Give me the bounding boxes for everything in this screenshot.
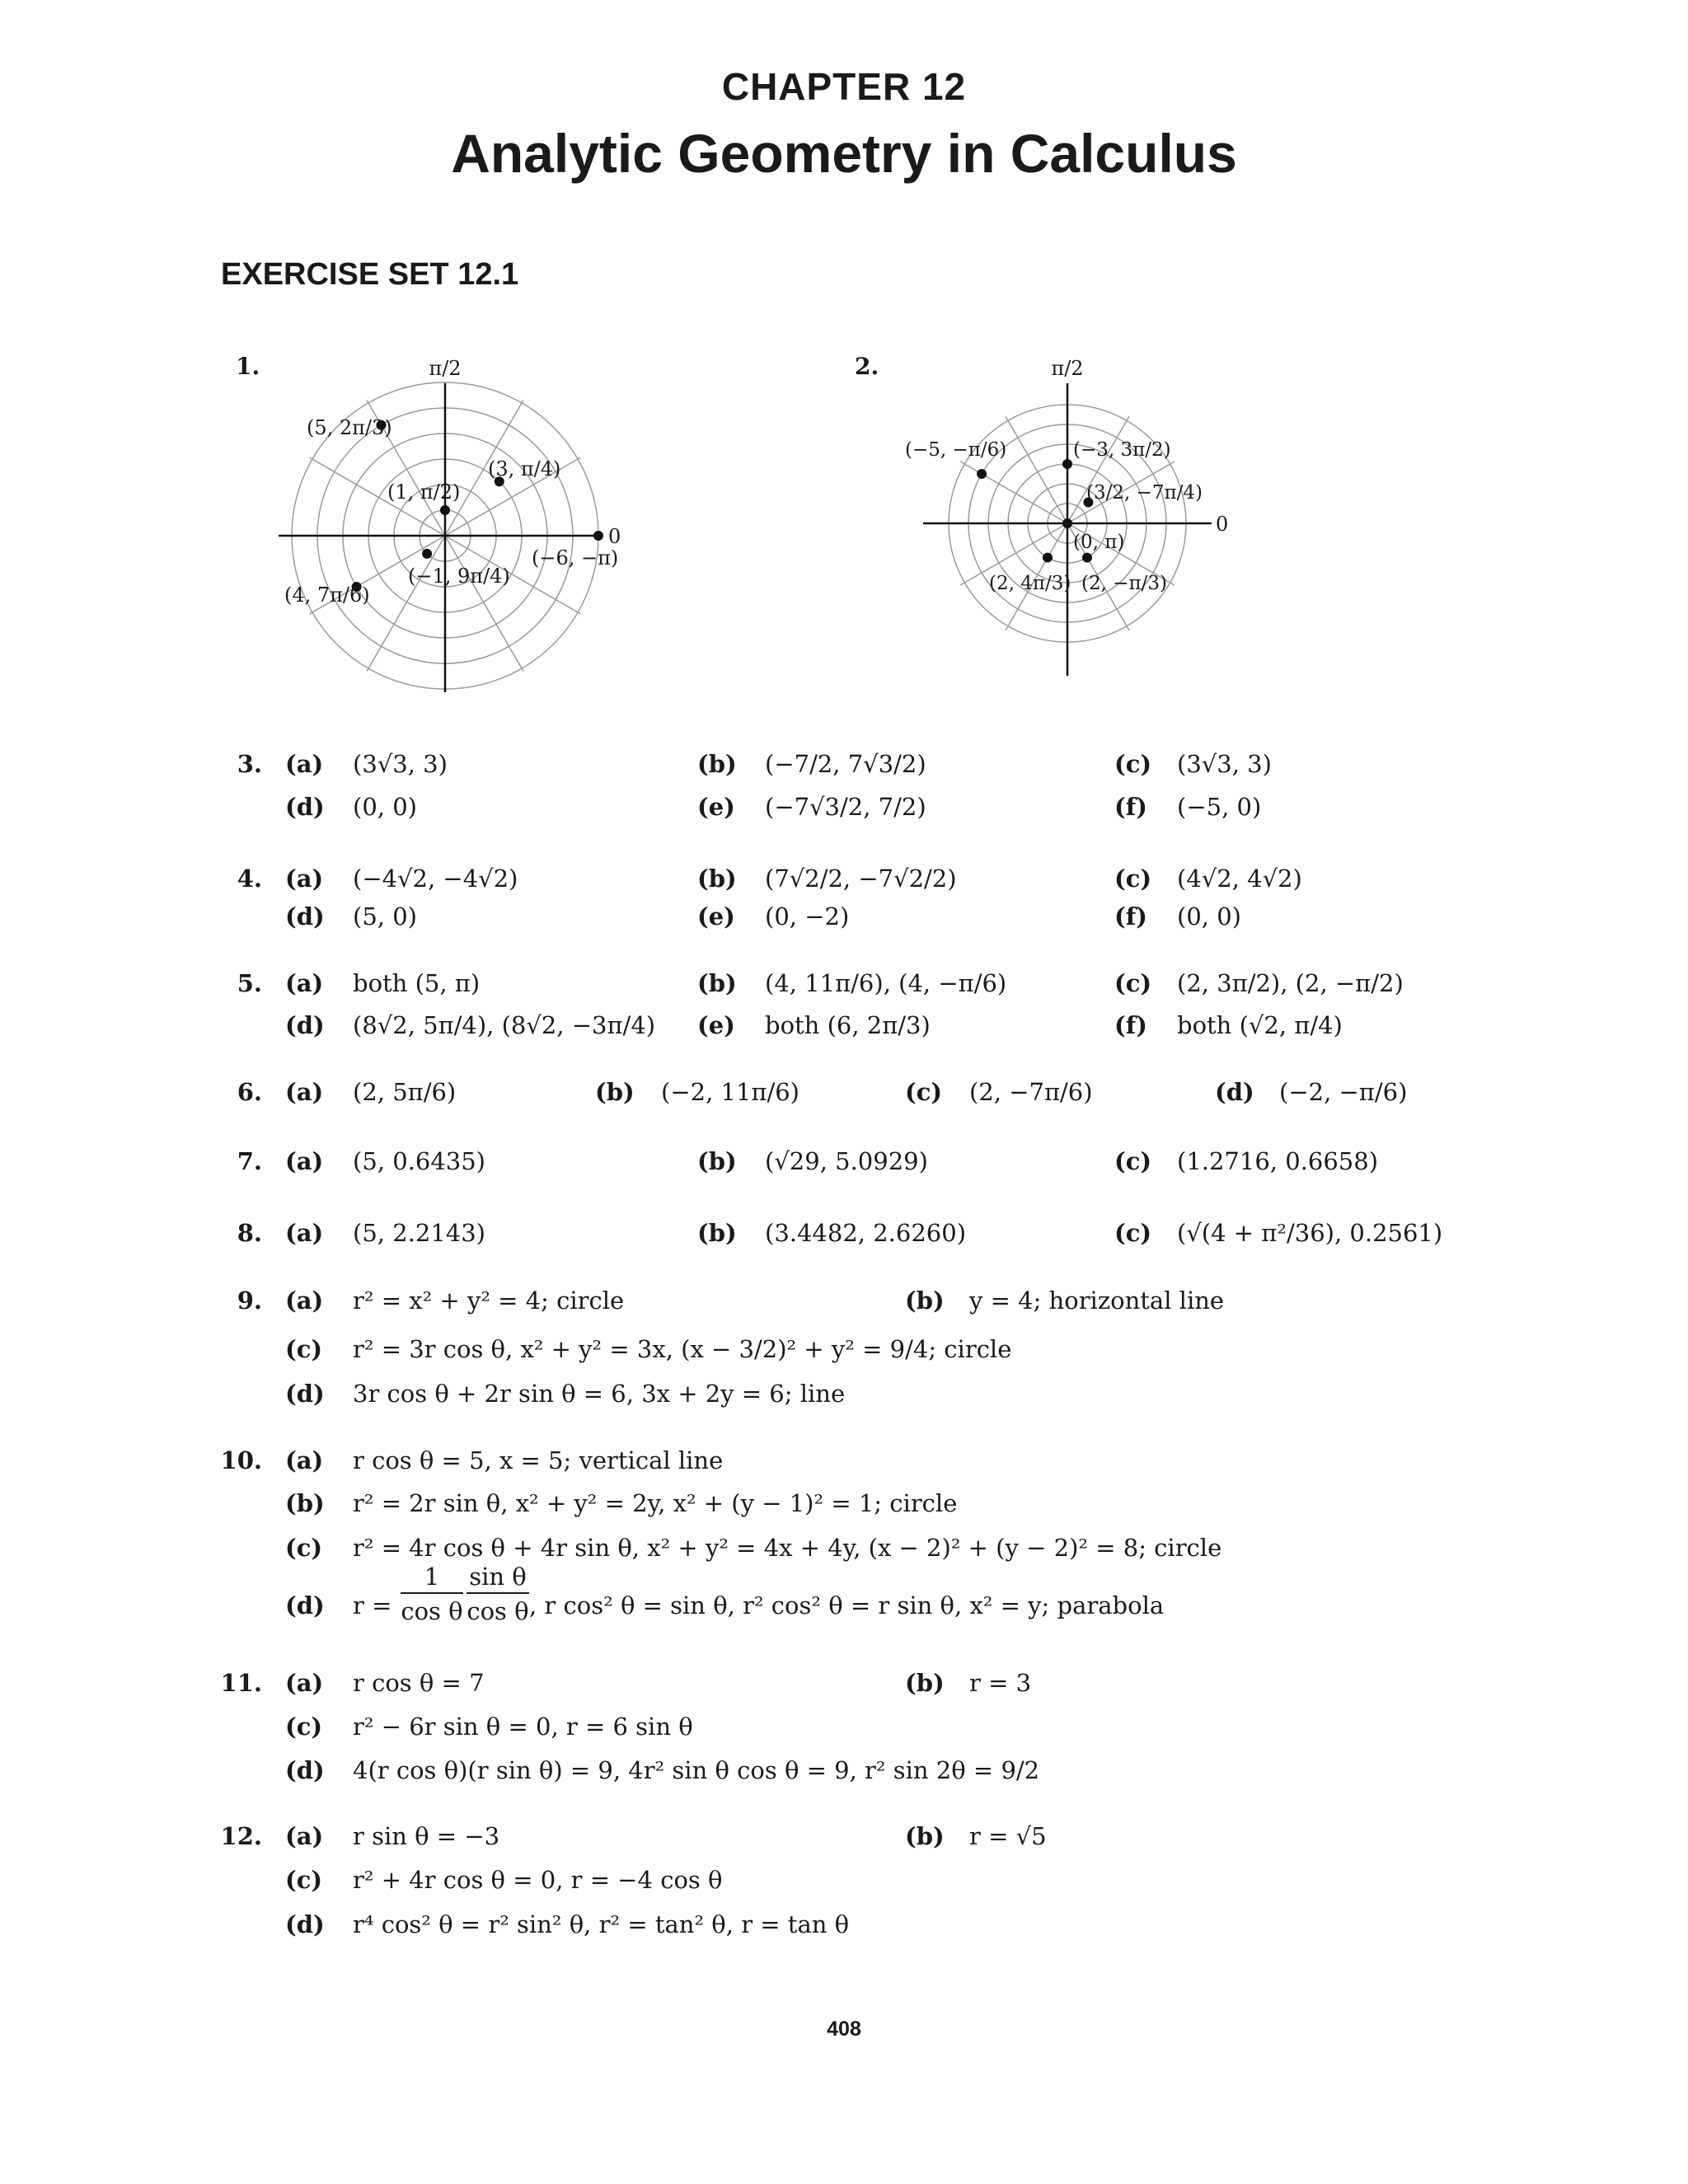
part-label: (b) xyxy=(697,750,737,778)
plotted-point xyxy=(1062,518,1072,528)
point-label: (−1, 9π/4) xyxy=(408,565,510,588)
grid-ray xyxy=(1067,416,1129,523)
angle-label-right-1: 0 xyxy=(608,525,621,548)
exercise-11-row-2 xyxy=(0,1708,1688,1745)
answer: (−7√3/2, 7/2) xyxy=(765,793,926,821)
answer: (5, 2.2143) xyxy=(353,1219,485,1247)
part-label: (a) xyxy=(285,1446,324,1474)
part-label: (c) xyxy=(1114,865,1152,893)
page-number: 408 xyxy=(827,2018,861,2041)
part-label: (e) xyxy=(697,793,735,821)
answer: r = 3 xyxy=(969,1669,1032,1697)
answer: r² = 4r cos θ + 4r sin θ, x² + y² = 4x + 4y, (x − 2)² + (y − 2)² = 8; circle xyxy=(353,1534,1222,1562)
part-label: (a) xyxy=(285,1822,324,1850)
answer: (4√2, 4√2) xyxy=(1177,865,1302,893)
exercise-5-row-2 xyxy=(0,1007,1688,1043)
exercise-12-row-2 xyxy=(0,1862,1688,1898)
polar-plot-1 xyxy=(272,350,635,696)
part-label: (d) xyxy=(285,1591,325,1619)
answer: (8√2, 5π/4), (8√2, −3π/4) xyxy=(353,1011,656,1039)
exercise-number-2: 2. xyxy=(855,353,879,380)
answer: (3√3, 3) xyxy=(353,750,448,778)
exercise-7-row xyxy=(0,1143,1688,1179)
answer: (3√3, 3) xyxy=(1177,750,1272,778)
point-label: (−3, 3π/2) xyxy=(1073,439,1171,461)
point-label: (2, 4π/3) xyxy=(989,573,1071,594)
answer: both (√2, π/4) xyxy=(1177,1011,1343,1039)
answer: y = 4; horizontal line xyxy=(969,1286,1225,1315)
answer: (2, 3π/2), (2, −π/2) xyxy=(1177,969,1404,997)
answer: (2, −7π/6) xyxy=(969,1078,1093,1106)
answer: (2, 5π/6) xyxy=(353,1078,457,1106)
plotted-point xyxy=(593,531,603,541)
fraction-denominator: cos θ xyxy=(467,1597,529,1625)
exercise-9-row-3 xyxy=(0,1376,1688,1412)
part-label: (d) xyxy=(285,1756,325,1784)
exercise-number: 3. xyxy=(237,750,262,778)
answer: (5, 0) xyxy=(353,902,417,930)
answer: (−5, 0) xyxy=(1177,793,1262,821)
plotted-point xyxy=(422,549,432,559)
plotted-point xyxy=(440,505,450,515)
exercise-number: 11. xyxy=(220,1669,262,1697)
answer: both (6, 2π/3) xyxy=(765,1011,931,1039)
exercise-number: 4. xyxy=(237,865,262,893)
answer: r² − 6r sin θ = 0, r = 6 sin θ xyxy=(353,1713,693,1741)
point-label: (4, 7π/6) xyxy=(284,583,370,607)
grid-ray xyxy=(367,536,445,672)
exercise-number: 5. xyxy=(237,969,262,997)
answer: r cos θ = 5, x = 5; vertical line xyxy=(353,1446,724,1474)
grid-ray xyxy=(1006,416,1067,523)
answer: (0, 0) xyxy=(1177,902,1241,930)
plotted-point xyxy=(1043,553,1053,563)
exercise-3-row-1 xyxy=(0,746,1688,782)
answer: (7√2/2, −7√2/2) xyxy=(765,865,957,893)
point-label: (5, 2π/3) xyxy=(307,416,392,439)
part-label: (a) xyxy=(285,969,324,997)
fraction-denominator: cos θ xyxy=(401,1597,463,1625)
part-label: (a) xyxy=(285,1219,324,1247)
answer: r² + 4r cos θ = 0, r = −4 cos θ xyxy=(353,1866,723,1894)
exercise-10-row-2 xyxy=(0,1485,1688,1521)
exercise-12-row-3 xyxy=(0,1906,1688,1943)
section-title: EXERCISE SET 12.1 xyxy=(221,257,519,292)
part-label: (a) xyxy=(285,1147,324,1175)
part-label: (d) xyxy=(285,793,325,821)
answer: (0, −2) xyxy=(765,902,850,930)
exercise-number: 12. xyxy=(220,1822,262,1850)
answer: both (5, π) xyxy=(353,969,481,997)
chapter-title: Analytic Geometry in Calculus xyxy=(451,123,1237,184)
part-label: (a) xyxy=(285,865,324,893)
answer: 4(r cos θ)(r sin θ) = 9, 4r² sin θ cos θ = 9, r² sin 2θ = 9/2 xyxy=(353,1756,1040,1784)
answer: (4, 11π/6), (4, −π/6) xyxy=(765,969,1007,997)
part-label: (d) xyxy=(285,1380,325,1408)
grid-ray xyxy=(960,462,1067,523)
part-label: (e) xyxy=(697,1011,735,1039)
point-label: (−5, −π/6) xyxy=(905,439,1007,461)
answer: (−4√2, −4√2) xyxy=(353,865,518,893)
exercise-10-row-4 xyxy=(0,1563,1688,1625)
exercise-11-row-1 xyxy=(0,1665,1688,1701)
point-label: (−6, −π) xyxy=(532,546,619,569)
answer: r sin θ = −3 xyxy=(353,1822,500,1850)
answer: (−2, −π/6) xyxy=(1279,1078,1408,1106)
part-label: (d) xyxy=(1215,1078,1254,1106)
chapter-label: CHAPTER 12 xyxy=(721,65,967,108)
part-label: (c) xyxy=(285,1534,323,1562)
part-label: (c) xyxy=(1114,1219,1152,1247)
answer: r = √5 xyxy=(969,1822,1047,1850)
exercise-4-row-2 xyxy=(0,898,1688,935)
answer: r cos θ = 7 xyxy=(353,1669,485,1697)
part-label: (d) xyxy=(285,1910,325,1938)
point-label: (0, π) xyxy=(1073,532,1125,553)
answer: r⁴ cos² θ = r² sin² θ, r² = tan² θ, r = tan θ xyxy=(353,1910,850,1938)
exercise-11-row-3 xyxy=(0,1752,1688,1788)
part-label: (c) xyxy=(285,1713,323,1741)
answer: (√29, 5.0929) xyxy=(765,1147,928,1175)
part-label: (d) xyxy=(285,1011,325,1039)
answer: r² = 3r cos θ, x² + y² = 3x, (x − 3/2)² + y² = 9/4; circle xyxy=(353,1335,1012,1363)
answer: , r cos² θ = sin θ, r² cos² θ = r sin θ, x² = y; parabola xyxy=(529,1591,1165,1619)
answer: (√(4 + π²/36), 0.2561) xyxy=(1177,1219,1443,1247)
point-label: (3/2, −7π/4) xyxy=(1086,482,1203,504)
answer: (0, 0) xyxy=(353,793,417,821)
answer: (3.4482, 2.6260) xyxy=(765,1219,967,1247)
answer: r² = 2r sin θ, x² + y² = 2y, x² + (y − 1)² = 1; circle xyxy=(353,1489,958,1517)
grid-ray xyxy=(445,536,523,672)
part-label: (d) xyxy=(285,902,325,930)
part-label: (c) xyxy=(1114,1147,1152,1175)
fraction-numerator: 1 xyxy=(401,1561,463,1594)
answer: (−7/2, 7√3/2) xyxy=(765,750,926,778)
exercise-4-row-1 xyxy=(0,860,1688,897)
exercise-8-row xyxy=(0,1215,1688,1251)
part-label: (c) xyxy=(905,1078,943,1106)
part-label: (b) xyxy=(697,865,737,893)
part-label: (b) xyxy=(905,1286,945,1315)
part-label: (f) xyxy=(1114,902,1147,930)
part-label: (a) xyxy=(285,1286,324,1315)
plotted-point xyxy=(1062,459,1072,469)
plotted-point xyxy=(1082,553,1092,563)
angle-label-right-2: 0 xyxy=(1216,513,1229,536)
part-label: (c) xyxy=(285,1335,323,1363)
part-label: (c) xyxy=(1114,969,1152,997)
exercise-number: 7. xyxy=(237,1147,262,1175)
plotted-point xyxy=(977,469,987,479)
exercise-number: 10. xyxy=(220,1446,262,1474)
point-label: (2, −π/3) xyxy=(1081,573,1167,594)
exercise-9-row-1 xyxy=(0,1282,1688,1319)
exercise-6-row xyxy=(0,1074,1688,1110)
angle-label-top-1: π/2 xyxy=(429,357,462,380)
answer: (1.2716, 0.6658) xyxy=(1177,1147,1379,1175)
part-label: (a) xyxy=(285,1669,324,1697)
exercise-5-row-1 xyxy=(0,965,1688,1001)
exercise-9-row-2 xyxy=(0,1331,1688,1367)
exercise-number: 6. xyxy=(237,1078,262,1106)
part-label: (e) xyxy=(697,902,735,930)
part-label: (b) xyxy=(905,1822,945,1850)
exercise-3-row-2 xyxy=(0,789,1688,825)
exercise-10-row-3 xyxy=(0,1530,1688,1566)
part-label: (b) xyxy=(697,969,737,997)
part-label: (b) xyxy=(285,1489,325,1517)
part-label: (a) xyxy=(285,1078,324,1106)
part-label: (a) xyxy=(285,750,324,778)
part-label: (b) xyxy=(697,1147,737,1175)
exercise-12-row-1 xyxy=(0,1818,1688,1854)
point-label: (1, π/2) xyxy=(387,480,461,504)
fraction-numerator: sin θ xyxy=(467,1561,529,1594)
part-label: (f) xyxy=(1114,793,1147,821)
part-label: (b) xyxy=(697,1219,737,1247)
part-label: (c) xyxy=(1114,750,1152,778)
answer: 3r cos θ + 2r sin θ = 6, 3x + 2y = 6; line xyxy=(353,1380,846,1408)
exercise-number: 8. xyxy=(237,1219,262,1247)
polar-plot-2 xyxy=(898,350,1245,680)
answer: (5, 0.6435) xyxy=(353,1147,485,1175)
part-label: (c) xyxy=(285,1866,323,1894)
part-label: (f) xyxy=(1114,1011,1147,1039)
answer: (−2, 11π/6) xyxy=(661,1078,799,1106)
point-label: (3, π/4) xyxy=(488,457,561,480)
answer: r² = x² + y² = 4; circle xyxy=(353,1286,625,1315)
exercise-number: 9. xyxy=(237,1286,262,1315)
part-label: (b) xyxy=(905,1669,945,1697)
exercise-number-1: 1. xyxy=(236,353,260,380)
angle-label-top-2: π/2 xyxy=(1051,357,1084,380)
exercise-10-row-1 xyxy=(0,1442,1688,1479)
answer-lead: r = xyxy=(353,1591,392,1619)
part-label: (b) xyxy=(595,1078,635,1106)
